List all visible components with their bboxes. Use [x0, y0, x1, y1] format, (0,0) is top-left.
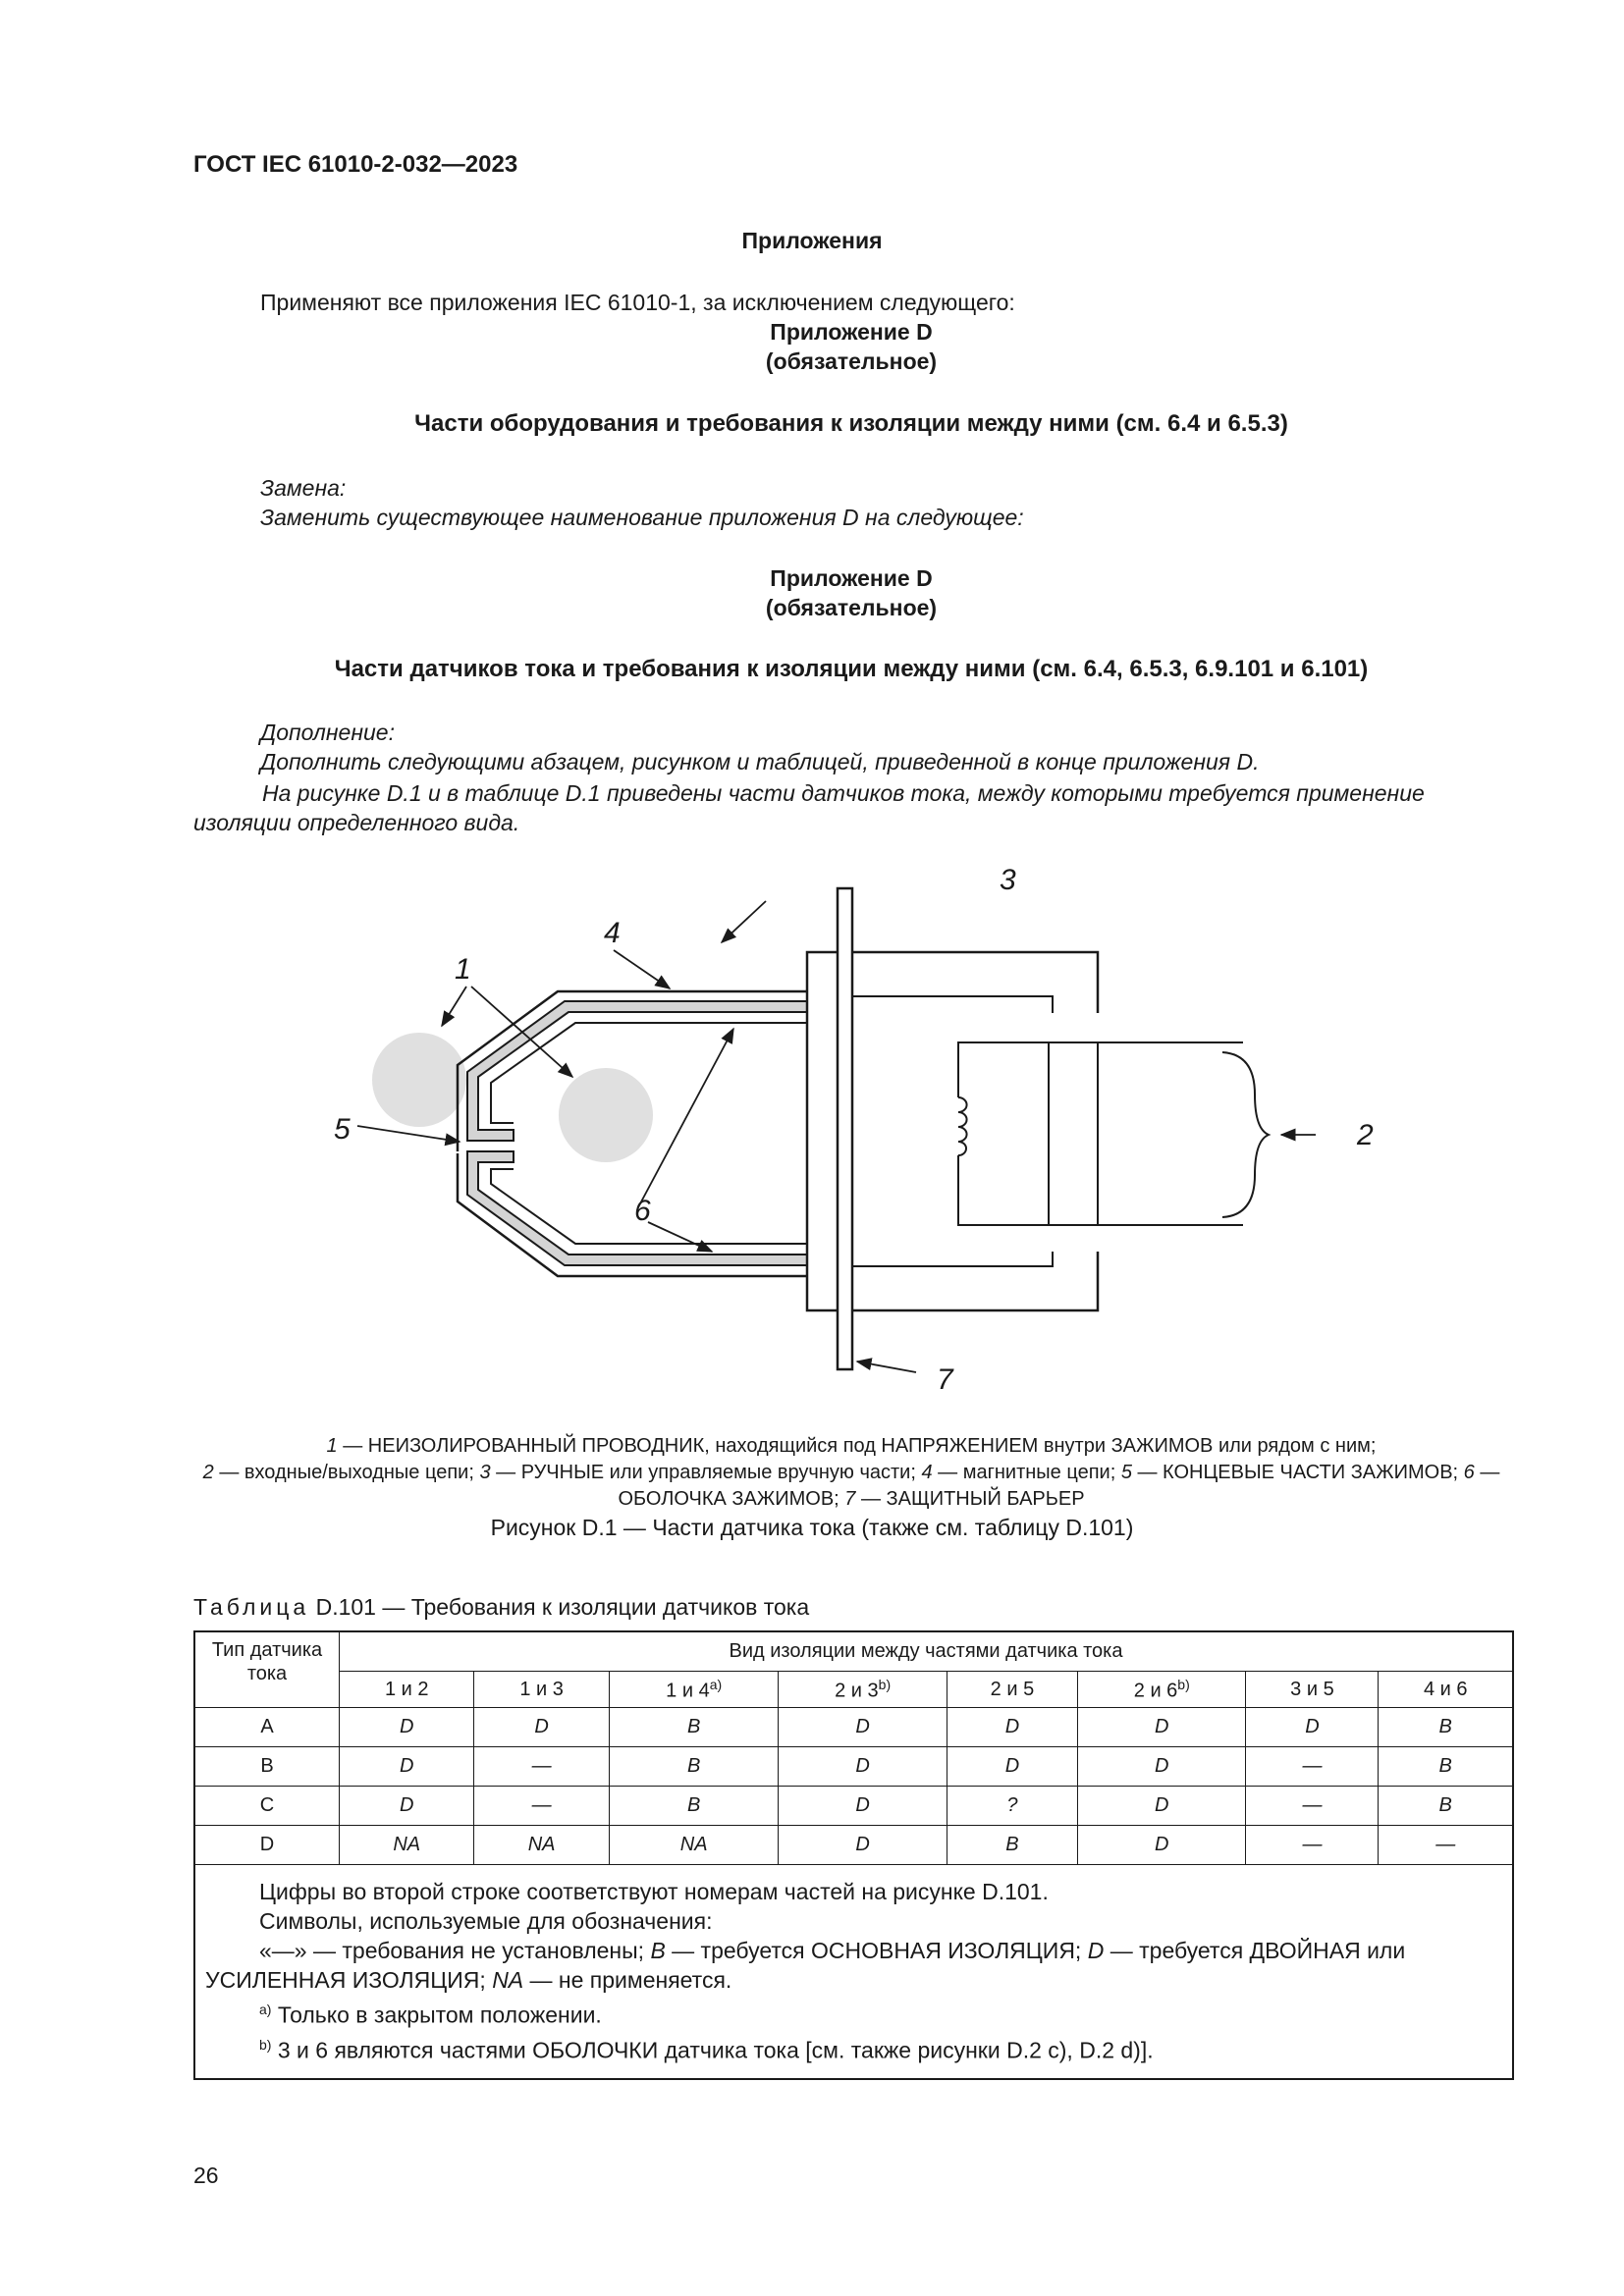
table-title [193, 1594, 809, 1621]
footnote-b: $^{b)}$ 3 и 6 являются частями ОБОЛОЧКИ датчика тока [см. также рисунки D.2 c), D.2 d)]. [259, 2036, 1154, 2063]
row-type: D [194, 1826, 340, 1865]
col-header-6: 2 и 6$^{b)}$ [1078, 1672, 1246, 1708]
replace-text: Заменить существующее наименование приложения D на следующее: [260, 505, 1024, 530]
table-cell: D [1078, 1826, 1246, 1865]
table-cell: D [474, 1708, 609, 1747]
annex-d-label: Приложение D [770, 319, 933, 345]
note-1: Цифры во второй строке соответствуют номерам частей на рисунке D.101. [259, 1879, 1049, 1904]
conductor-inner [559, 1068, 653, 1162]
conductor-outer [372, 1033, 466, 1127]
addition-text: Дополнить следующими абзацем, рисунком и таблицей, приведенной в конце приложения D. [260, 749, 1260, 774]
annex-d-old-title: Части оборудования и требования к изоляции между ними (см. 6.4 и 6.5.3) [414, 410, 1288, 437]
addition-label: Дополнение: [260, 720, 395, 745]
table-cell: — [1246, 1747, 1379, 1787]
annex-d-new-title: Части датчиков тока и требования к изоляции между ними (см. 6.4, 6.5.3, 6.9.101 и 6.101) [334, 656, 1369, 682]
col-header-1: 1 и 2 [340, 1672, 474, 1708]
figure-label-7: 7 [937, 1363, 953, 1394]
table-title-prefix: Таблица [193, 1594, 310, 1620]
table-cell: D [340, 1747, 474, 1787]
table-cell: D [779, 1787, 947, 1826]
table-cell: NA [609, 1826, 779, 1865]
col-header-7: 3 и 5 [1246, 1672, 1379, 1708]
annexes-intro: Применяют все приложения IEC 61010-1, за исключением следующего: [260, 290, 1015, 315]
key-num-1: 1 [326, 1435, 338, 1457]
row-type: B [194, 1747, 340, 1787]
figure-label-6: 6 [634, 1195, 651, 1227]
table-row [194, 1747, 1513, 1787]
figure-key [193, 1433, 1509, 1513]
table-cell: — [474, 1747, 609, 1787]
footnote-a: $^{a)}$ Только в закрытом положении. [259, 2002, 602, 2028]
table-row [194, 1826, 1513, 1865]
table-cell: D [1246, 1708, 1379, 1747]
table-cell: D [779, 1826, 947, 1865]
table-cell: B [609, 1708, 779, 1747]
hand-held-inner-top [852, 996, 1053, 1013]
table-cell: — [1379, 1826, 1513, 1865]
key-num-5: 5 [1120, 1462, 1132, 1483]
note-3: «—» — требования не установлены; B — требуется ОСНОВНАЯ ИЗОЛЯЦИЯ; D — требуется ДВОЙНАЯ или УСИЛЕННАЯ ИЗОЛЯЦИЯ; NA — не применяется. [205, 1938, 1406, 1993]
table-cell: ? [947, 1787, 1077, 1826]
annex-d-status: (обязательное) [765, 348, 938, 374]
figure-label-3: 3 [1000, 864, 1016, 896]
table-cell: NA [474, 1826, 609, 1865]
table-cell: D [1078, 1787, 1246, 1826]
current-sensor-figure [295, 844, 1424, 1394]
table-cell: B [1379, 1787, 1513, 1826]
row-type: A [194, 1708, 340, 1747]
key-text-6: — ОБОЛОЧКА ЗАЖИМОВ; [618, 1462, 1500, 1510]
key-num-6: 6 [1463, 1462, 1475, 1483]
key-num-3: 3 [479, 1462, 491, 1483]
key-text-7: — ЗАЩИТНЫЙ БАРЬЕР [855, 1488, 1085, 1510]
table-cell: D [779, 1747, 947, 1787]
brace-icon [1222, 1052, 1269, 1217]
hand-held-part-bottom [852, 1252, 1098, 1310]
table-cell: B [1379, 1747, 1513, 1787]
table-cell: D [947, 1708, 1077, 1747]
figure-label-2: 2 [1357, 1119, 1374, 1151]
coil-icon [958, 1097, 967, 1155]
figure-caption: Рисунок D.1 — Части датчика тока (также см. таблицу D.101) [490, 1515, 1134, 1540]
key-text-1: — НЕИЗОЛИРОВАННЫЙ ПРОВОДНИК, находящийся под НАПРЯЖЕНИЕМ внутри ЗАЖИМОВ или рядом с ним; [337, 1435, 1377, 1457]
table-row [194, 1787, 1513, 1826]
annex-d-status-2: (обязательное) [765, 595, 938, 620]
figure-label-1: 1 [455, 953, 471, 986]
addition-paragraph [193, 778, 1509, 837]
col-header-4: 2 и 3$^{b)}$ [779, 1672, 947, 1708]
key-num-2: 2 [202, 1462, 214, 1483]
table-cell: D [1078, 1747, 1246, 1787]
figure-label-4: 4 [604, 917, 621, 949]
table-cell: — [1246, 1787, 1379, 1826]
table-title-rest: D.101 — Требования к изоляции датчиков тока [309, 1594, 810, 1620]
col-header-3: 1 и 4$^{a)}$ [609, 1672, 779, 1708]
io-circuit-bottom [958, 1155, 1243, 1225]
barrier-flange [838, 888, 852, 1369]
annexes-title: Приложения [741, 228, 883, 253]
figure-label-5: 5 [334, 1113, 351, 1146]
col-header-8: 4 и 6 [1379, 1672, 1513, 1708]
table-cell: D [779, 1708, 947, 1747]
table-cell: D [340, 1708, 474, 1747]
col-header-2: 1 и 3 [474, 1672, 609, 1708]
col-header-5: 2 и 5 [947, 1672, 1077, 1708]
table-cell: D [340, 1787, 474, 1826]
table-row [194, 1708, 1513, 1747]
table-cell: B [609, 1787, 779, 1826]
replace-label: Замена: [260, 475, 347, 501]
key-text-3: — РУЧНЫЕ или управляемые вручную части; [490, 1462, 922, 1483]
table-cell: NA [340, 1826, 474, 1865]
magnetic-circuit-inner-upper [491, 1023, 836, 1123]
table-cell: — [474, 1787, 609, 1826]
table-cell: — [1246, 1826, 1379, 1865]
key-text-4: — магнитные цепи; [932, 1462, 1121, 1483]
key-text-2: — входные/выходные цепи; [213, 1462, 480, 1483]
io-circuit-top [958, 1042, 1243, 1097]
table-cell: B [1379, 1708, 1513, 1747]
note-2: Символы, используемые для обозначения: [259, 1908, 713, 1934]
hand-held-part-top [852, 952, 1098, 1013]
page-number: 26 [193, 2163, 219, 2188]
addition-paragraph-text: На рисунке D.1 и в таблице D.1 приведены части датчиков тока, между которыми требуется применение изоляции определенного вида. [193, 780, 1425, 835]
table-cell: D [1078, 1708, 1246, 1747]
key-num-7: 7 [844, 1488, 856, 1510]
hand-held-inner-bottom [852, 1252, 1053, 1266]
annex-d-label-2: Приложение D [770, 565, 933, 591]
row-type: C [194, 1787, 340, 1826]
magnetic-circuit-inner-lower [491, 1169, 836, 1244]
key-text-5: — КОНЦЕВЫЕ ЧАСТИ ЗАЖИМОВ; [1131, 1462, 1464, 1483]
key-num-4: 4 [921, 1462, 933, 1483]
table-cell: B [609, 1747, 779, 1787]
table-cell: D [947, 1747, 1077, 1787]
table-cell: B [947, 1826, 1077, 1865]
table-notes [194, 1865, 1513, 2080]
group-header: Вид изоляции между частями датчика тока [340, 1631, 1514, 1672]
standard-header: ГОСТ IEC 61010-2-032—2023 [193, 151, 518, 178]
col-type-header: Тип датчика тока [194, 1631, 340, 1708]
jaw-casing-lower [467, 1151, 836, 1265]
insulation-requirements-table [193, 1630, 1514, 2080]
